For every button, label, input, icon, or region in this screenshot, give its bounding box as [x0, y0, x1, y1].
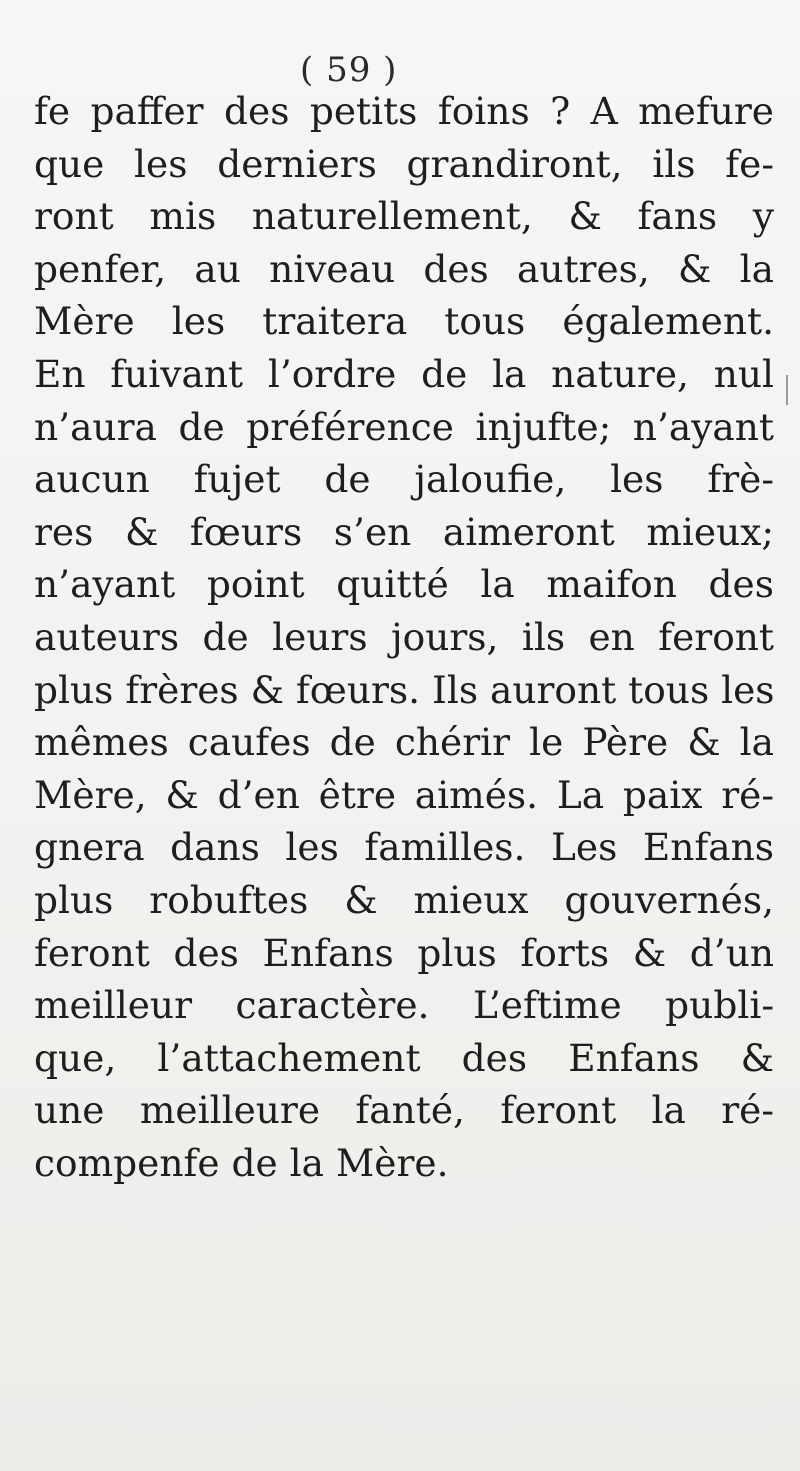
text-line: que, l’attachement des Enfans & [34, 1035, 774, 1080]
text-line: En fuivant l’ordre de la nature, nul [34, 351, 774, 396]
text-line: compenfe de la Mère. [34, 1140, 449, 1185]
text-line: feront des Enfans plus forts & d’un [34, 930, 774, 975]
margin-mark [786, 375, 788, 405]
page-number: ( 59 ) [300, 50, 398, 90]
body-text [34, 85, 774, 1189]
text-line: auteurs de leurs jours, ils en feront [34, 614, 774, 659]
text-line: meilleur caractère. L’eftime publi- [34, 983, 774, 1028]
text-line: plus frères & fœurs. Ils auront tous les [34, 667, 775, 712]
text-line: fe paffer des petits foins ? A mefure [34, 89, 774, 133]
text-line: mêmes caufes de chérir le Père & la [34, 720, 774, 765]
text-line: que les derniers grandiront, ils fe- [34, 141, 774, 186]
text-line: n’aura de préférence injufte; n’ayant [34, 404, 774, 449]
text-line: Mère les traitera tous également. [34, 299, 774, 344]
text-line: plus robuftes & mieux gouvernés, [34, 877, 774, 922]
text-line: gnera dans les familles. Les Enfans [34, 825, 774, 870]
text-line: n’ayant point quitté la maifon des [34, 562, 774, 607]
text-line: res & fœurs s’en aimeront mieux; [34, 509, 774, 554]
text-line: Mère, & d’en être aimés. La paix ré- [34, 772, 774, 817]
text-line: une meilleure fanté, feront la ré- [34, 1088, 774, 1133]
text-line: ront mis naturellement, & fans y [34, 194, 774, 239]
text-line: penfer, au niveau des autres, & la [34, 246, 774, 291]
text-line: aucun fujet de jaloufie, les frè- [34, 457, 774, 502]
